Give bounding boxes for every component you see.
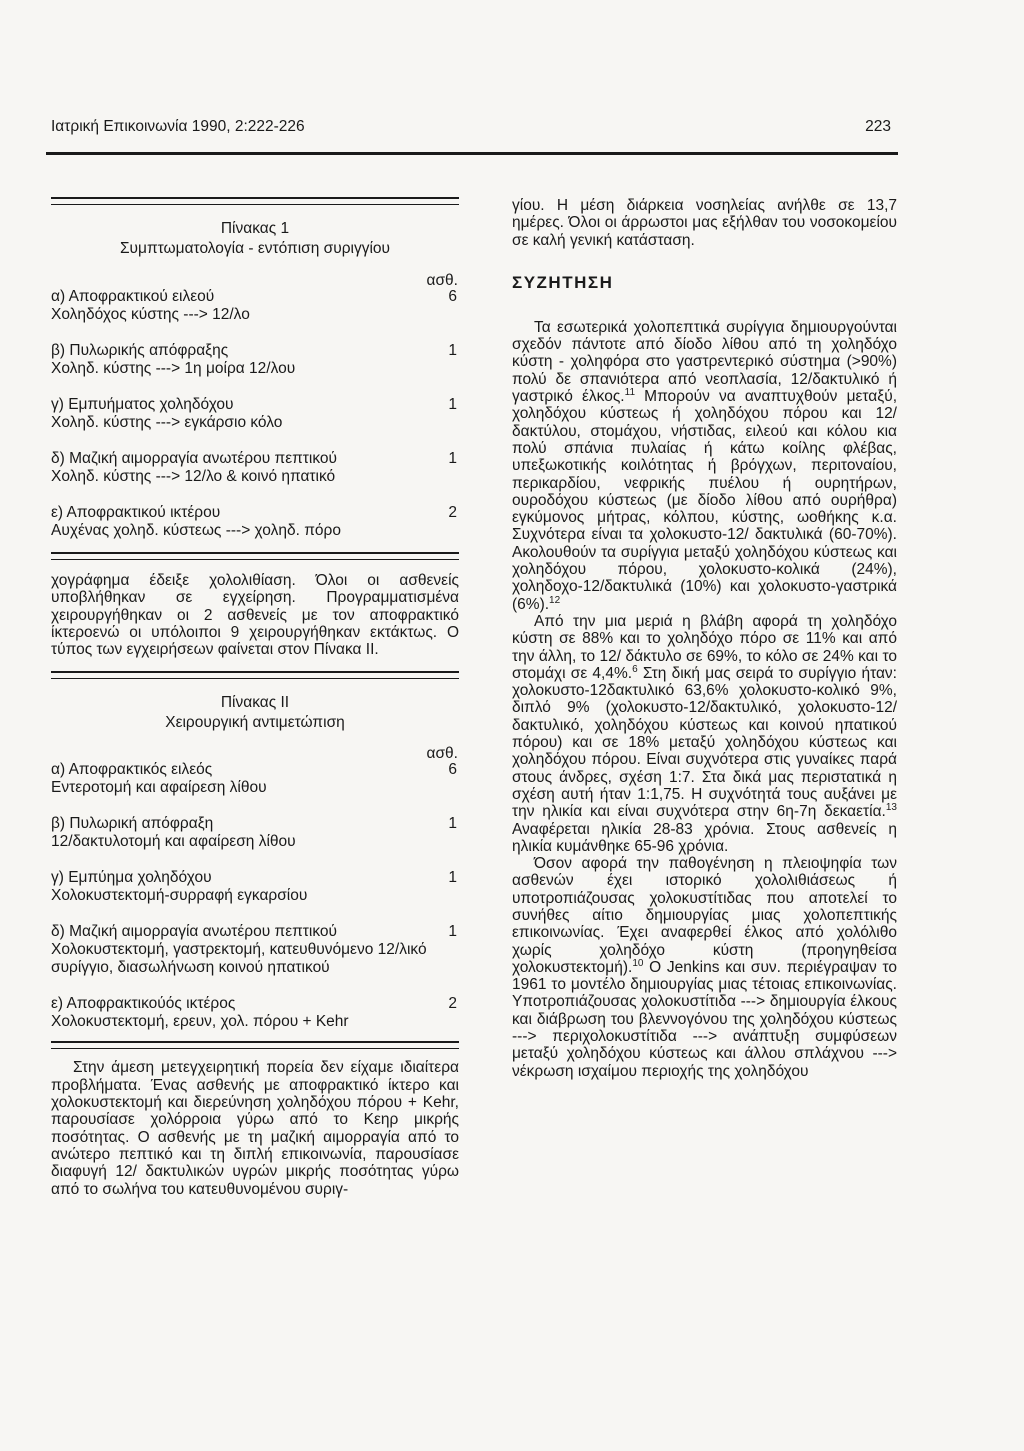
paragraph-text: Αναφέρεται ηλικία 28-83 χρόνια. Στους ασθενείς η ηλικία κυμάνθηκε 65-96 χρόνια. [512,820,897,855]
table-row [51,923,459,977]
row-count: 1 [448,450,457,467]
table2-label: Πίνακας ΙΙ [220,694,290,712]
row-detail: Χοληδόχος κύστης ---> 12/λο [51,306,250,323]
row-condition: α) Αποφρακτικού ειλεού [51,288,215,305]
body-paragraph: χογράφημα έδειξε χολολιθίαση. Όλοι οι ασθενείς υποβλήθηκαν σε εγχείρηση. Προγραμματισμένα χειρουργήθηκαν οι 2 ασθενείς με τον αποφρακτικό ίκτεροενώ οι υπόλοιποι 9 χειρουργήθηκαν εκτάκτως. Ο τύπος των εγχειρήσεων φαίνεται στον Πίνακα ΙΙ. [51,572,459,659]
table1-body [51,288,459,540]
table-row [51,995,459,1031]
body-paragraph [512,855,897,1080]
reference-citation: 10 [632,957,644,969]
reference-citation: 6 [632,663,638,675]
paragraph-text: Τα εσωτερικά χολοπεπτικά συρίγγια δημιουργούνται σχεδόν πάντοτε από δίοδο λίθου από τη χοληδόχο κύστη - χοληφόρα στο γαστρεντερικό σύστημα (>90%) πολύ δε σπανιότερα από νεοπλασία, 12/δακτυλικό ή γαστρικό έλκος. [512,318,897,406]
table-row [51,869,459,905]
row-condition: α) Αποφρακτικός ειλεός [51,761,213,779]
row-count: 1 [448,869,457,887]
table1-bottom-rule [51,552,459,560]
table-row [51,342,459,378]
reference-citation: 11 [624,386,636,398]
table1-count-header: ασθ. [426,272,458,289]
row-detail: Χοληδ. κύστης ---> 12/λο & κοινό ηπατικό [51,468,336,485]
table-row [51,815,459,851]
right-column [512,197,897,1080]
row-condition: ε) Αποφρακτικού ικτέρου [51,504,221,521]
table-row [51,396,459,432]
row-count: 6 [448,288,457,305]
row-detail: Αυχένας χοληδ. κύστεως ---> χοληδ. πόρο [51,522,341,539]
row-detail: Χοληδ. κύστης ---> εγκάρσιο κόλο [51,414,283,431]
row-condition: β) Πυλωρική απόφραξη [51,815,214,833]
table-row [51,450,459,486]
paragraph-text: Όσον αφορά την παθογένηση η πλειοψηφία των ασθενών έχει ιστορικό χολολιθιάσεως ή υποτροπιάζουσας χολοκυστίτιδας που αποτελεί το συνήθες αίτιο δημιουργίας μιας χολοπεπτικής επικοινωνίας. Έχει αναφερθεί έλκος από χολόλιθο χωρίς χοληδόχο κύστη (προηγηθείσα χολοκυστεκτομή). [512,855,897,976]
row-condition: ε) Αποφρακτικούός ικτέρος [51,995,236,1013]
row-detail: Χολοκυστεκτομή, γαστρεκτομή, κατευθυνόμενο 12/λικό συρίγγιο, διασωλήνωση κοινού ηπατικού [51,941,427,977]
row-detail: Εντεροτομή και αφαίρεση λίθου [51,779,267,797]
table-row [51,288,459,324]
row-count: 1 [448,923,457,941]
row-condition: δ) Μαζική αιμορραγία ανωτέρου πεπτικού [51,923,338,941]
row-detail: Χοληδ. κύστης ---> 1η μοίρα 12/λου [51,360,296,377]
body-paragraph: Στην άμεση μετεγχειρητική πορεία δεν είχαμε ιδιαίτερα προβλήματα. Ένας ασθενής με αποφρακτικό ίκτερο και χολοκυστεκτομή και διερεύνηση χοληδόχου πόρου + Kehr, παρουσίασε χολόρροια γύρω από το Κεηρ μικρής ποσότητας. Ο ασθενής με τη μαζική αιμορραγία από το ανώτερο πεπτικό και τη διπλή επικοινωνία, παρουσίασε διαφυγή 12/ δακτυλικών υγρών μικρής ποσότητας γύρω από το σωλήνα του κατευθυνομένου συριγ- [51,1059,459,1198]
body-paragraph [512,319,897,613]
paragraph-text: Στη δική μας σειρά το συρίγγιο ήταν: χολοκυστο-12δακτυλικό 63,6% χολοκυστο-κολικό 9%, διπλό 9% (χολοκυστο-12/δακτυλικό, χολοκυστο-12/δακτυλικό, χοληδόχου κύστεως και κοινού ηπατικού πόρου) και σε 18% μεταξύ χοληδόχου κύστεως και χοληδόχου πόρου. Είναι συχνότερα στις γυναίκες παρά στους άνδρες, σχέση 1:7. Στα δικά μας περιστατικά η σχέση αυτή ήταν 1:1,75. Η συχνότητά τους αυξάνει με την ηλικία και είναι συχνότερα στην 6η-7η δεκαετία. [512,664,897,821]
table2-bottom-rule [51,1041,459,1049]
table2-top-rule [51,671,459,679]
table2-count-header: ασθ. [426,745,458,763]
row-condition: γ) Εμπύημα χοληδόχου [51,869,212,887]
row-count: 2 [448,504,457,521]
table1-top-rule [51,197,459,205]
row-condition: γ) Εμπυήματος χοληδόχου [51,396,234,413]
journal-citation: Ιατρική Επικοινωνία 1990, 2:222-226 [51,118,305,135]
reference-citation: 12 [549,594,561,606]
body-paragraph: γίου. Η μέση διάρκεια νοσηλείας ανήλθε σε 13,7 ημέρες. Όλοι οι άρρωστοι μας εξήλθαν του νοσοκομείου σε καλή γενική κατάσταση. [512,197,897,249]
table-row [51,761,459,797]
row-count: 2 [448,995,457,1013]
table-row [51,504,459,540]
body-paragraph [512,613,897,855]
reference-citation: 13 [885,802,897,814]
header-rule [46,152,898,155]
left-column [51,197,459,1198]
row-detail: Χολοκυστεκτομή-συρραφή εγκαρσίου [51,887,308,905]
table2-body [51,761,459,1031]
paragraph-text: Ο Jenkins και συν. περιέγραψαν το 1961 το μοντέλο δημιουργίας μιας τέτοιας επικοινωνίας. Υποτροπιάζουσας χολοκυστίτιδα ---> δημιουργία έλκους και διάβρωση του βλεννογόνου της χοληδόχου κύστεως ---> περιχολοκυστίτιδα ---> ανάπτυξη συμφύσεων μεταξύ χοληδόχου κύστεως και άλλου σπλάχνου ---> νέκρωση ισχαίμου περιοχής της χοληδόχου [512,958,897,1080]
table2-caption: Χειρουργική αντιμετώπιση [165,714,345,732]
row-count: 6 [448,761,457,779]
paragraph-text: Από την μια μεριά η βλάβη αφορά τη χοληδόχο κύστη σε 88% και το χοληδόχο πόρο σε 11% και από την άλλη, το 12/ δάκτυλο σε 69%, το κόλο σε 24% και το στομάχι σε 4,4%. [512,612,897,682]
section-heading: ΣΥΖΗΤΗΣΗ [512,272,614,292]
row-detail: 12/δακτυλοτομή και αφαίρεση λίθου [51,833,296,851]
row-condition: δ) Μαζική αιμορραγία ανωτέρου πεπτικού [51,450,338,467]
row-condition: β) Πυλωρικής απόφραξης [51,342,229,359]
row-detail: Χολοκυστεκτομή, ερευν, χολ. πόρου + Kehr [51,1013,349,1031]
row-count: 1 [448,342,457,359]
row-count: 1 [448,815,457,833]
table1-caption: Συμπτωματολογία - εντόπιση συριγγίου [119,240,391,257]
table1-label: Πίνακας 1 [220,220,290,237]
page-number: 223 [865,118,891,135]
paragraph-text: Μπορούν να αναπτυχθούν μεταξύ, χοληδόχου κύστεως ή χοληδόχου πόρου και 12/δακτύλου, στομάχου, νήστιδας, ειλεού και κόλου κια πολύ σπάνια πυλαίας ή κάτω κοίλης φλέβας, υπεξωκοτικής κοιλότητας ή βρόγχων, περιτοναίου, περικαρδίου, νεφρικής πυέλου ή ουρητήρων, ουροδόχου κύστεως (με δίοδο λίθου από ουρήθρα) εγκύμονος μήτρας, κόλπου, κύστης, ωοθήκης κ.α. Συχνότερα είναι τα χολοκυστο-12/ δακτυλικά (60-70%). Ακολουθούν τα συρίγγια μεταξύ χοληδόχου κύστεως και χοληδόχου πόρου, χολοκυστο-κολικά (24%), χοληδοχο-12/δακτυλικά (10%) και χολοκυστο-γαστρικά (6%). [512,388,897,613]
row-count: 1 [448,396,457,413]
